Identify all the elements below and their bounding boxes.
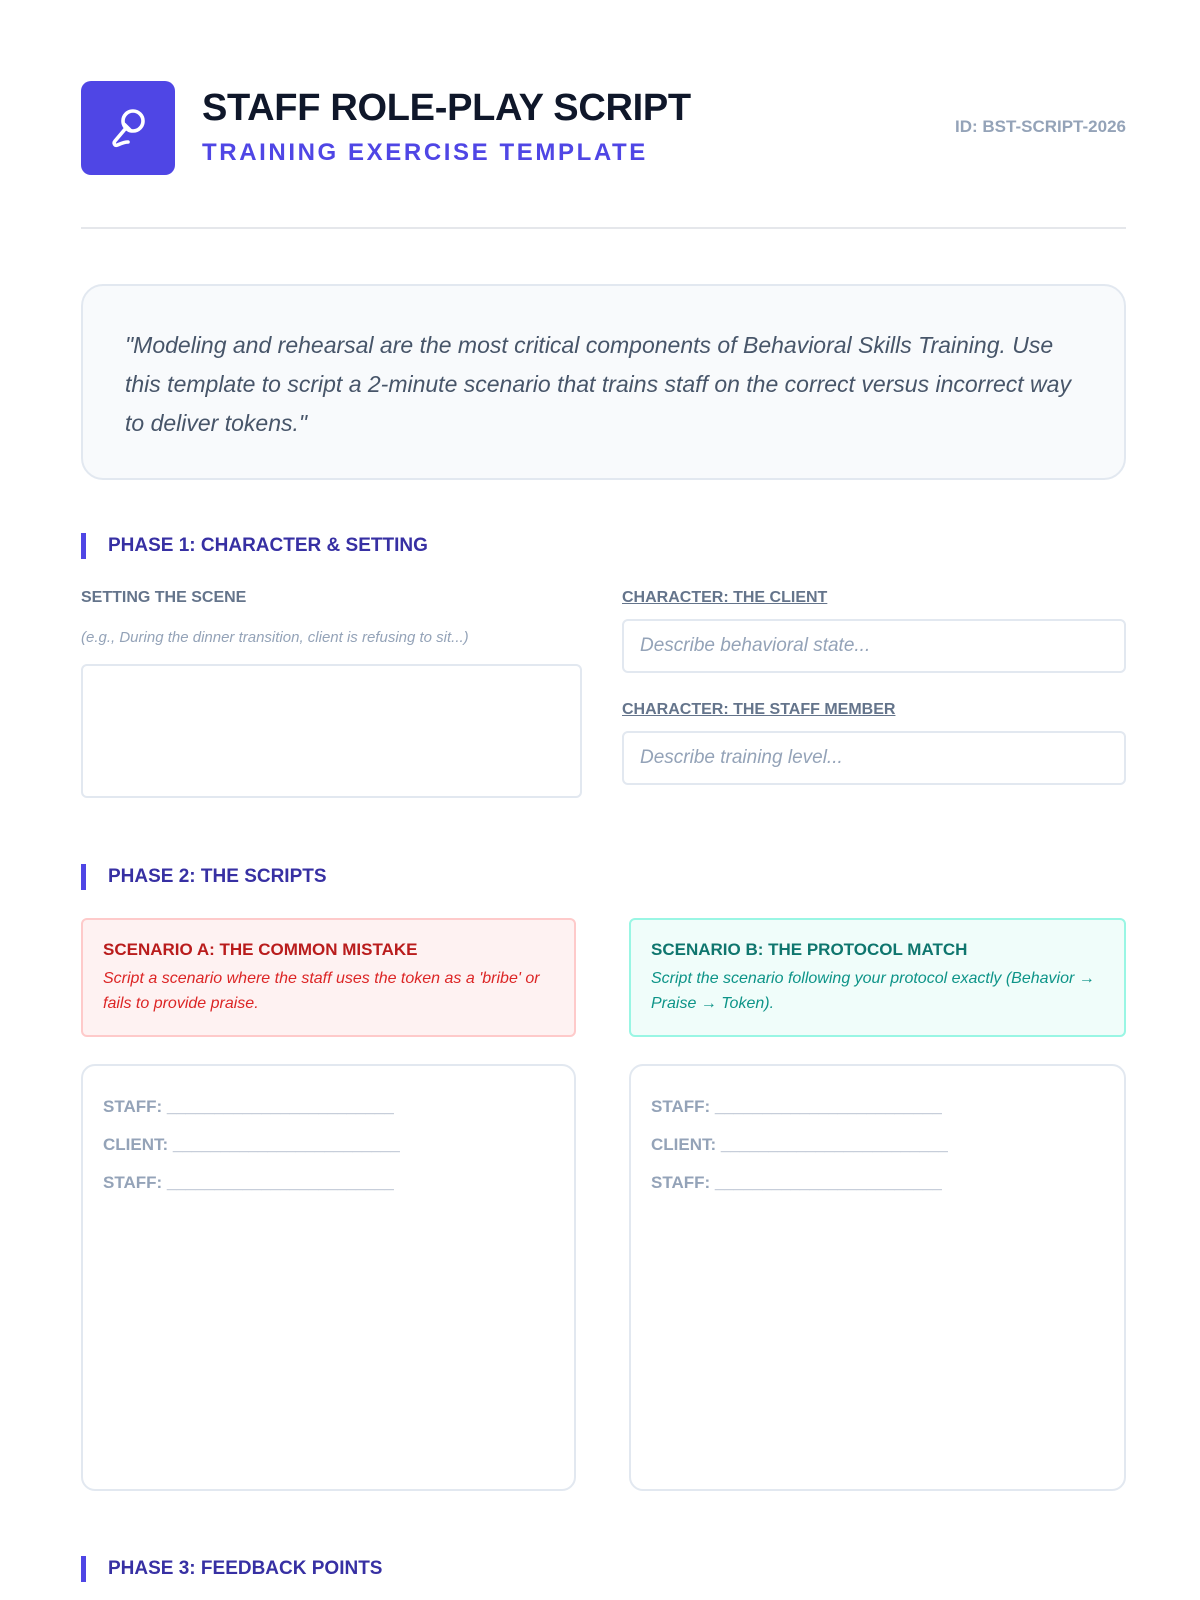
client-character-input[interactable] [622,619,1126,673]
setting-hint: (e.g., During the dinner transition, client is refusing to sit...) [81,629,469,646]
staff-character-label: CHARACTER: THE STAFF MEMBER [622,701,896,718]
scenario-b-title: SCENARIO B: THE PROTOCOL MATCH [651,940,968,959]
header-divider [81,227,1126,229]
scenario-a-title: SCENARIO A: THE COMMON MISTAKE [103,940,418,959]
scenario-b-card [629,918,1126,1037]
page-subtitle: TRAINING EXERCISE TEMPLATE [202,139,648,166]
intro-quote: "Modeling and rehearsal are the most critical components of Behavioral Skills Training. Use this template to script a 2-minute scenario that trains staff on the correct versus incorrect way to deliver tokens." [125,332,1071,436]
scenario-b-script-box[interactable] [629,1064,1126,1491]
scenario-b-description: Script the scenario following your protocol exactly (Behavior → Praise → Token). [651,970,1095,1012]
setting-textarea[interactable] [81,664,582,798]
phase3-heading: PHASE 3: FEEDBACK POINTS [81,1556,382,1582]
document-id: ID: BST-SCRIPT-2026 [955,117,1126,136]
microphone-icon [105,105,151,151]
client-character-label: CHARACTER: THE CLIENT [622,589,828,606]
staff-character-input[interactable] [622,731,1126,785]
header [81,81,1126,175]
script-line: STAFF: ________________________ [103,1097,394,1116]
intro-quote-box [81,284,1126,480]
scenario-a-description: Script a scenario where the staff uses the token as a 'bribe' or fails to provide praise. [103,970,540,1012]
phase2-heading: PHASE 2: THE SCRIPTS [81,864,327,890]
logo-badge [81,81,175,175]
scenario-a-card [81,918,576,1037]
setting-label: SETTING THE SCENE [81,589,247,606]
script-line: STAFF: ________________________ [651,1173,942,1192]
script-line: STAFF: ________________________ [651,1097,942,1116]
script-line: CLIENT: ________________________ [651,1135,948,1154]
scenario-a-script-box[interactable] [81,1064,576,1491]
page-title: STAFF ROLE-PLAY SCRIPT [202,87,691,129]
script-line: STAFF: ________________________ [103,1173,394,1192]
script-line: CLIENT: ________________________ [103,1135,400,1154]
phase1-heading: PHASE 1: CHARACTER & SETTING [81,533,428,559]
